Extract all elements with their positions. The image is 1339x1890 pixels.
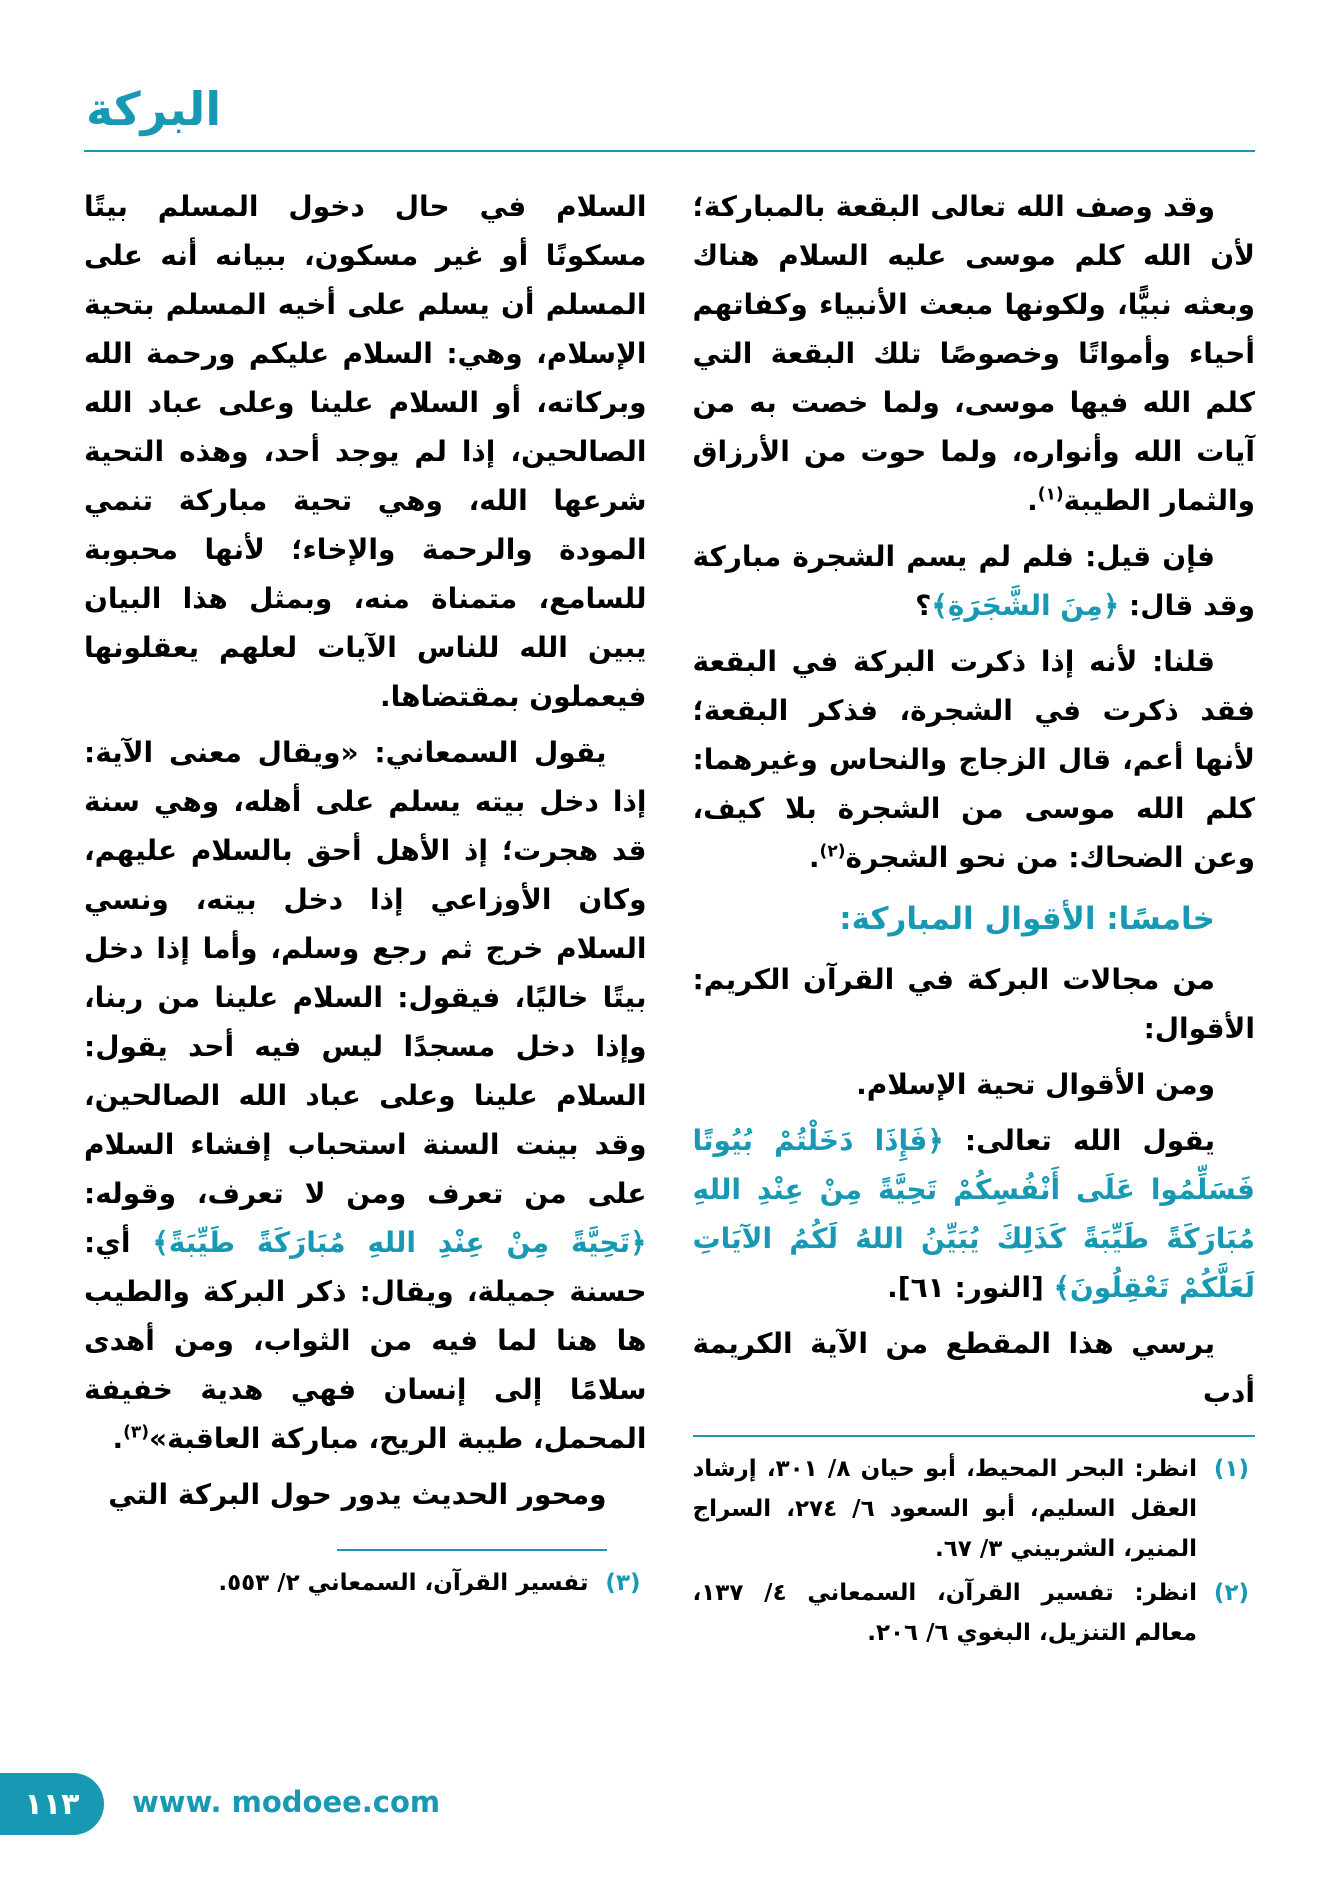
body-text: يقول الله تعالى:	[943, 1124, 1216, 1158]
body-text: يقول السمعاني: «ويقال معنى الآية: إذا دخل بيته يسلم على أهله، وهي سنة قد هجرت؛ إذ الأهل أحق بالسلام عليهم، وكان الأوزاعي إذا دخل بيته، ونسي السلام خرج ثم رجع وسلم، وأما إذا دخل بيتًا خاليًا، فيقول: السلام علينا من ربنا، وإذا دخل مسجدًا ليس فيه أحد يقول: السلام علينا وعلى عباد الله الصالحين، وقد بينت السنة استحباب إفشاء السلام على من تعرف ومن لا تعرف، وقوله:	[84, 736, 647, 1210]
header-divider	[84, 150, 1255, 152]
footnote-divider	[337, 1549, 607, 1551]
body-text: ؟	[915, 589, 932, 622]
verse-reference: [النور: ٦١].	[887, 1271, 1054, 1305]
page-number: ١١٣	[24, 1786, 80, 1822]
footnote-3	[84, 1563, 647, 1603]
section-heading-fifth-blessed-sayings: خامسًا: الأقوال المباركة:	[839, 901, 1215, 937]
body-text: قلنا: لأنه إذا ذكرت البركة في البقعة فقد ذكرت في الشجرة، فذكر البقعة؛ لأنها أعم، قال الزجاج والنحاس وغيرهما: كلم الله موسى من الشجرة بلا كيف، وعن الضحاك: من نحو الشجرة	[692, 645, 1255, 874]
column-left	[84, 182, 647, 1657]
page-number-badge	[0, 1773, 104, 1835]
page-footer	[0, 1773, 1339, 1835]
footnote-text: تفسير القرآن، السمعاني ٢/ ٥٥٣.	[218, 1570, 589, 1596]
paragraph-greeting-intro: ومن الأقوال تحية الإسلام.	[856, 1068, 1215, 1102]
paragraph-samani-quote	[84, 728, 647, 1463]
column-right	[693, 182, 1256, 1657]
quran-verse: ﴿مِنَ الشَّجَرَةِ﴾	[931, 589, 1120, 622]
page-header	[84, 84, 1255, 156]
body-text: .	[112, 1422, 124, 1455]
paragraph-answer	[693, 637, 1256, 882]
body-text: فإن قيل: فلم لم يسم الشجرة مباركة وقد قال:	[692, 540, 1255, 622]
text-columns	[84, 182, 1255, 1657]
body-text: .	[808, 841, 820, 874]
paragraph-blessed-spot	[693, 182, 1256, 525]
footnote-text: انظر: تفسير القرآن، السمعاني ٤/ ١٣٧، معالم التنزيل، البغوي ٦/ ٢٠٦.	[692, 1580, 1197, 1647]
footnotes-left	[84, 1549, 647, 1603]
website-url[interactable]: www. modoee.com	[132, 1785, 441, 1819]
body-text: وقد وصف الله تعالى البقعة بالمباركة؛ لأن الله كلم موسى عليه السلام هناك وبعثه نبيًّا، ولكونها مبعث الأنبياء وكفاتهم أحياء وأمواتًا وخصوصًا تلك البقعة التي كلم الله فيها موسى، ولما خصت به من آيات الله وأنواره، ولما حوت من الأرزاق والثمار الطيبة	[692, 190, 1255, 517]
footnote-ref-1: (١)	[1037, 484, 1064, 505]
footnotes-right	[693, 1435, 1256, 1653]
quran-verse: ﴿فَإِذَا دَخَلْتُمْ بُيُوتًا فَسَلِّمُوا عَلَى أَنْفُسِكُمْ تَحِيَّةً مِنْ عِنْدِ اللهِ مُبَارَكَةً طَيِّبَةً كَذَلِكَ يُبَيِّنُ اللهُ لَكُمُ الآيَاتِ لَعَلَّكُمْ تَعْقِلُونَ﴾	[692, 1124, 1255, 1305]
footnote-text: انظر: البحر المحيط، أبو حيان ٨/ ٣٠١، إرشاد العقل السليم، أبو السعود ٦/ ٢٧٤، السراج المنير، الشربيني ٣/ ٦٧.	[692, 1456, 1197, 1563]
footnote-2	[693, 1573, 1256, 1653]
footnote-number: (٣)	[605, 1570, 641, 1596]
paragraph-domains: من مجالات البركة في القرآن الكريم: الأقوال:	[692, 963, 1255, 1046]
paragraph-verse-nur	[693, 1116, 1256, 1312]
body-text: .	[1027, 484, 1038, 517]
footnote-number: (٢)	[1213, 1580, 1249, 1607]
body-text: أي: حسنة جميلة، ويقال: ذكر البركة والطيب ها هنا لما فيه من الثواب، ومن أهدى سلامًا إلى إنسان فهي هدية خفيفة المحمل، طيبة الريح، مباركة العاقبة»	[84, 1226, 647, 1455]
footnote-number: (١)	[1213, 1456, 1249, 1483]
paragraph-continuation: السلام في حال دخول المسلم بيتًا مسكونًا أو غير مسكون، ببيانه أنه على المسلم أن يسلم على أخيه المسلم بتحية الإسلام، وهي: السلام عليكم ورحمة الله وبركاته، أو السلام علينا وعلى عباد الله الصالحين، إذا لم يوجد أحد، وهذه التحية شرعها الله، وهي تحية مباركة تنمي المودة والرحمة والإخاء؛ لأنها محبوبة للسامع، متمناة منه، وبمثل هذا البيان يبين الله للناس الآيات لعلهم يعقلونها فيعملون بمقتضاها.	[84, 190, 647, 713]
footnote-1	[693, 1449, 1256, 1569]
quran-verse: ﴿تَحِيَّةً مِنْ عِنْدِ اللهِ مُبَارَكَةً طَيِّبَةً﴾	[152, 1226, 647, 1259]
footnote-divider	[693, 1435, 1256, 1437]
paragraph-question	[693, 532, 1256, 630]
footnote-ref-2: (٢)	[819, 841, 846, 862]
book-title-logo: البركة	[86, 82, 222, 136]
footnote-ref-3: (٣)	[123, 1422, 150, 1443]
paragraph-hadith-theme: ومحور الحديث يدور حول البركة التي	[108, 1478, 607, 1511]
paragraph-closing-line: يرسي هذا المقطع من الآية الكريمة أدب	[692, 1327, 1255, 1410]
